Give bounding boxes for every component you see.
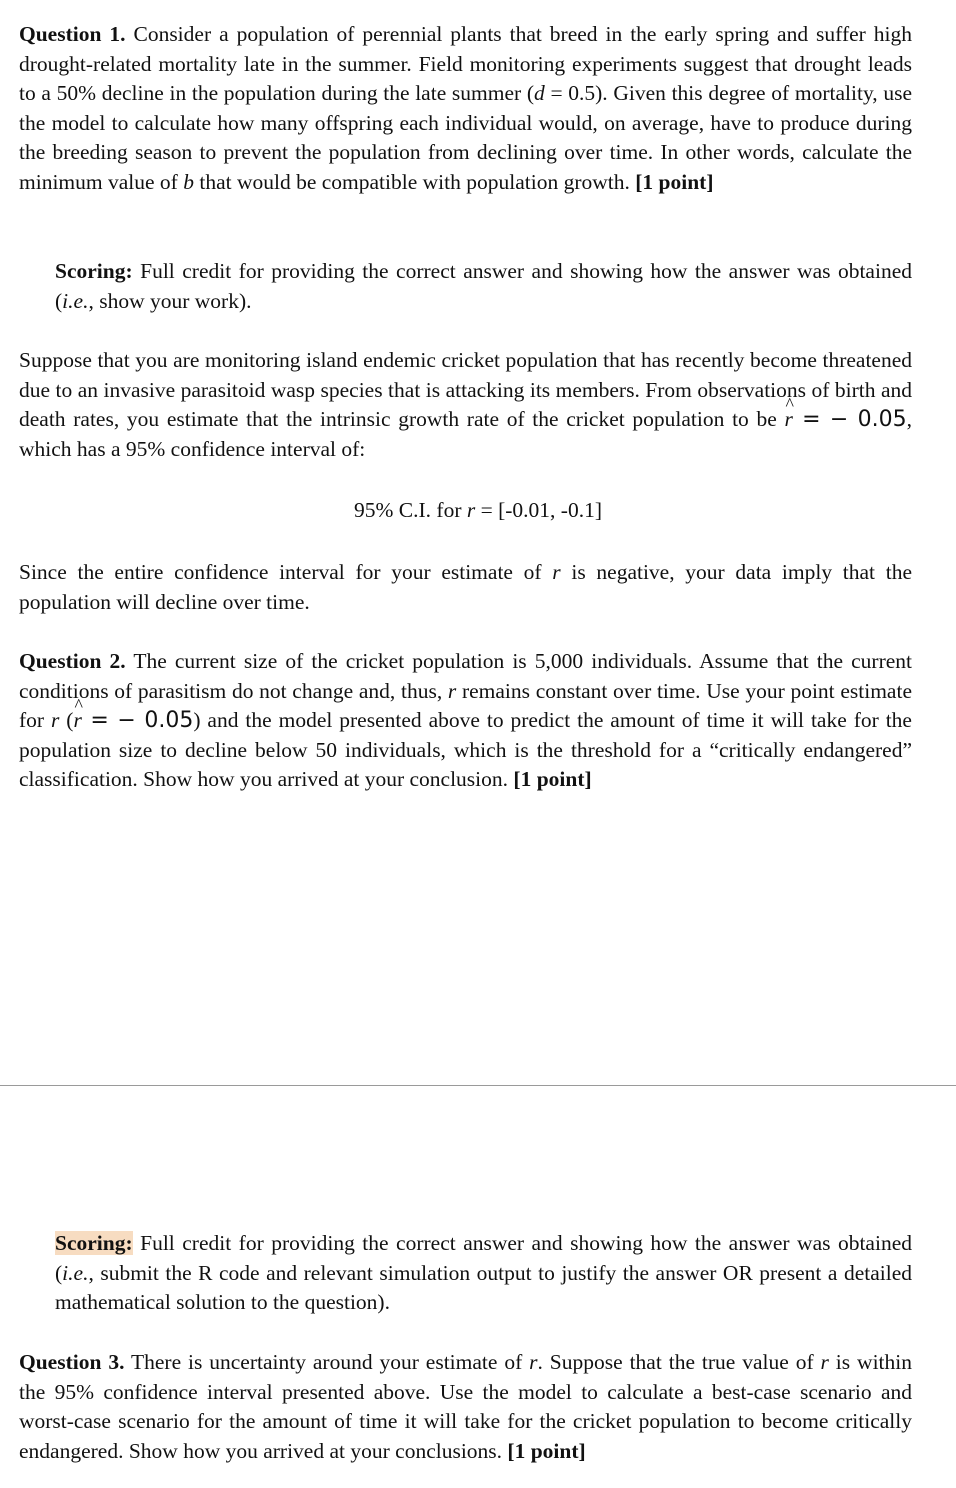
- scoring-2-text: Full credit for providing the correct answer and showing how the answer was obtained (: [55, 1231, 912, 1285]
- confidence-interval: [0, 498, 956, 523]
- question-3-text: . Suppose that the true value of: [537, 1350, 821, 1374]
- question-1-text: Consider a population of perennial plants that breed in the early spring and suffer high drought-related mortality late in the summer. Field monitoring experiments suggest that drought leads to a 50% decline in the population during the late summer (: [19, 22, 912, 106]
- r-hat-value: = − 0.05: [81, 708, 194, 734]
- var-r: r: [529, 1350, 538, 1374]
- scoring-1-text: , show your work).: [88, 288, 252, 313]
- scoring-1-label: Scoring:: [55, 259, 133, 283]
- question-3-text: There is uncertainty around your estimate of: [124, 1350, 530, 1374]
- page-divider: [0, 1085, 956, 1086]
- question-1: [19, 20, 912, 198]
- question-3: [19, 1348, 912, 1466]
- scoring-1: [55, 257, 912, 316]
- question-2-text: The current size of the cricket population is 5,000 individuals. Assume that the current conditions of parasitism do not change and, thus,: [19, 649, 912, 703]
- scoring-2-text: , submit the R code and relevant simulation output to justify the answer OR present a detailed mathematical solution to the question).: [55, 1260, 912, 1315]
- question-2-text: remains constant over time. Use your point estimate for: [19, 678, 912, 733]
- question-2-label: Question 2.: [19, 649, 126, 673]
- var-r: r: [447, 678, 457, 703]
- question-3-points: [1 point]: [507, 1438, 586, 1463]
- r-hat: ^ r: [73, 706, 81, 736]
- scoring-1-text: Full credit for providing the correct answer and showing how the answer was obtained (: [55, 259, 912, 313]
- var-r: r: [51, 708, 60, 733]
- ie-abbrev: i.e.: [62, 1260, 89, 1285]
- question-1-text: that would be compatible with population growth.: [193, 169, 636, 194]
- question-2-points: [1 point]: [513, 767, 592, 792]
- question-2-text: (: [59, 708, 74, 733]
- var-d: d: [534, 81, 545, 106]
- ci-text: = [-0.01, -0.1]: [475, 498, 602, 522]
- ie-abbrev: i.e.: [62, 288, 89, 313]
- since-text: Since the entire confidence interval for your estimate of: [19, 560, 553, 584]
- question-3-text: is within the 95% confidence interval presented above. Use the model to calculate a best-case scenario and worst-case scenario for the amount of time it will take for the cricket population to become critically endangered. Show how you arrived at your conclusions.: [19, 1350, 912, 1463]
- question-1-points: [1 point]: [635, 169, 714, 194]
- since-text: is negative, your data imply that the population will decline over time.: [19, 560, 912, 614]
- question-3-label: Question 3.: [19, 1350, 125, 1374]
- decline-note: [19, 558, 912, 617]
- r-hat: ^ r: [784, 405, 792, 435]
- r-hat-value: = − 0.05: [792, 407, 907, 433]
- scoring-2-label-highlighted: Scoring:: [55, 1231, 133, 1255]
- var-r: r: [552, 560, 561, 584]
- var-r: r: [466, 498, 476, 522]
- cricket-intro: [19, 346, 912, 464]
- question-1-label: Question 1.: [19, 22, 126, 46]
- intro-text: Suppose that you are monitoring island endemic cricket population that has recently become threatened due to an invasive parasitoid wasp species that is attacking its members. From observations of birth and death rates, you estimate that the intrinsic growth rate of the cricket population to be: [19, 348, 912, 432]
- ci-text: 95% C.I. for: [354, 498, 467, 522]
- var-r: r: [820, 1350, 829, 1374]
- question-1-text: = 0.5). Given this degree of mortality, use the model to calculate how many offspring each individual would, on average, have to produce during the breeding season to prevent the population from declining over time. In other words, calculate the minimum value of: [19, 81, 913, 194]
- scoring-2: [55, 1229, 912, 1318]
- question-2: [19, 647, 912, 795]
- var-b: b: [183, 169, 194, 194]
- intro-text: , which has a 95% confidence interval of:: [19, 407, 912, 461]
- question-2-text: ) and the model presented above to predict the amount of time it will take for the population size to decline below 50 individuals, which is the threshold for a “critically endangered” classification. Show how you arrived at your conclusion.: [19, 708, 912, 792]
